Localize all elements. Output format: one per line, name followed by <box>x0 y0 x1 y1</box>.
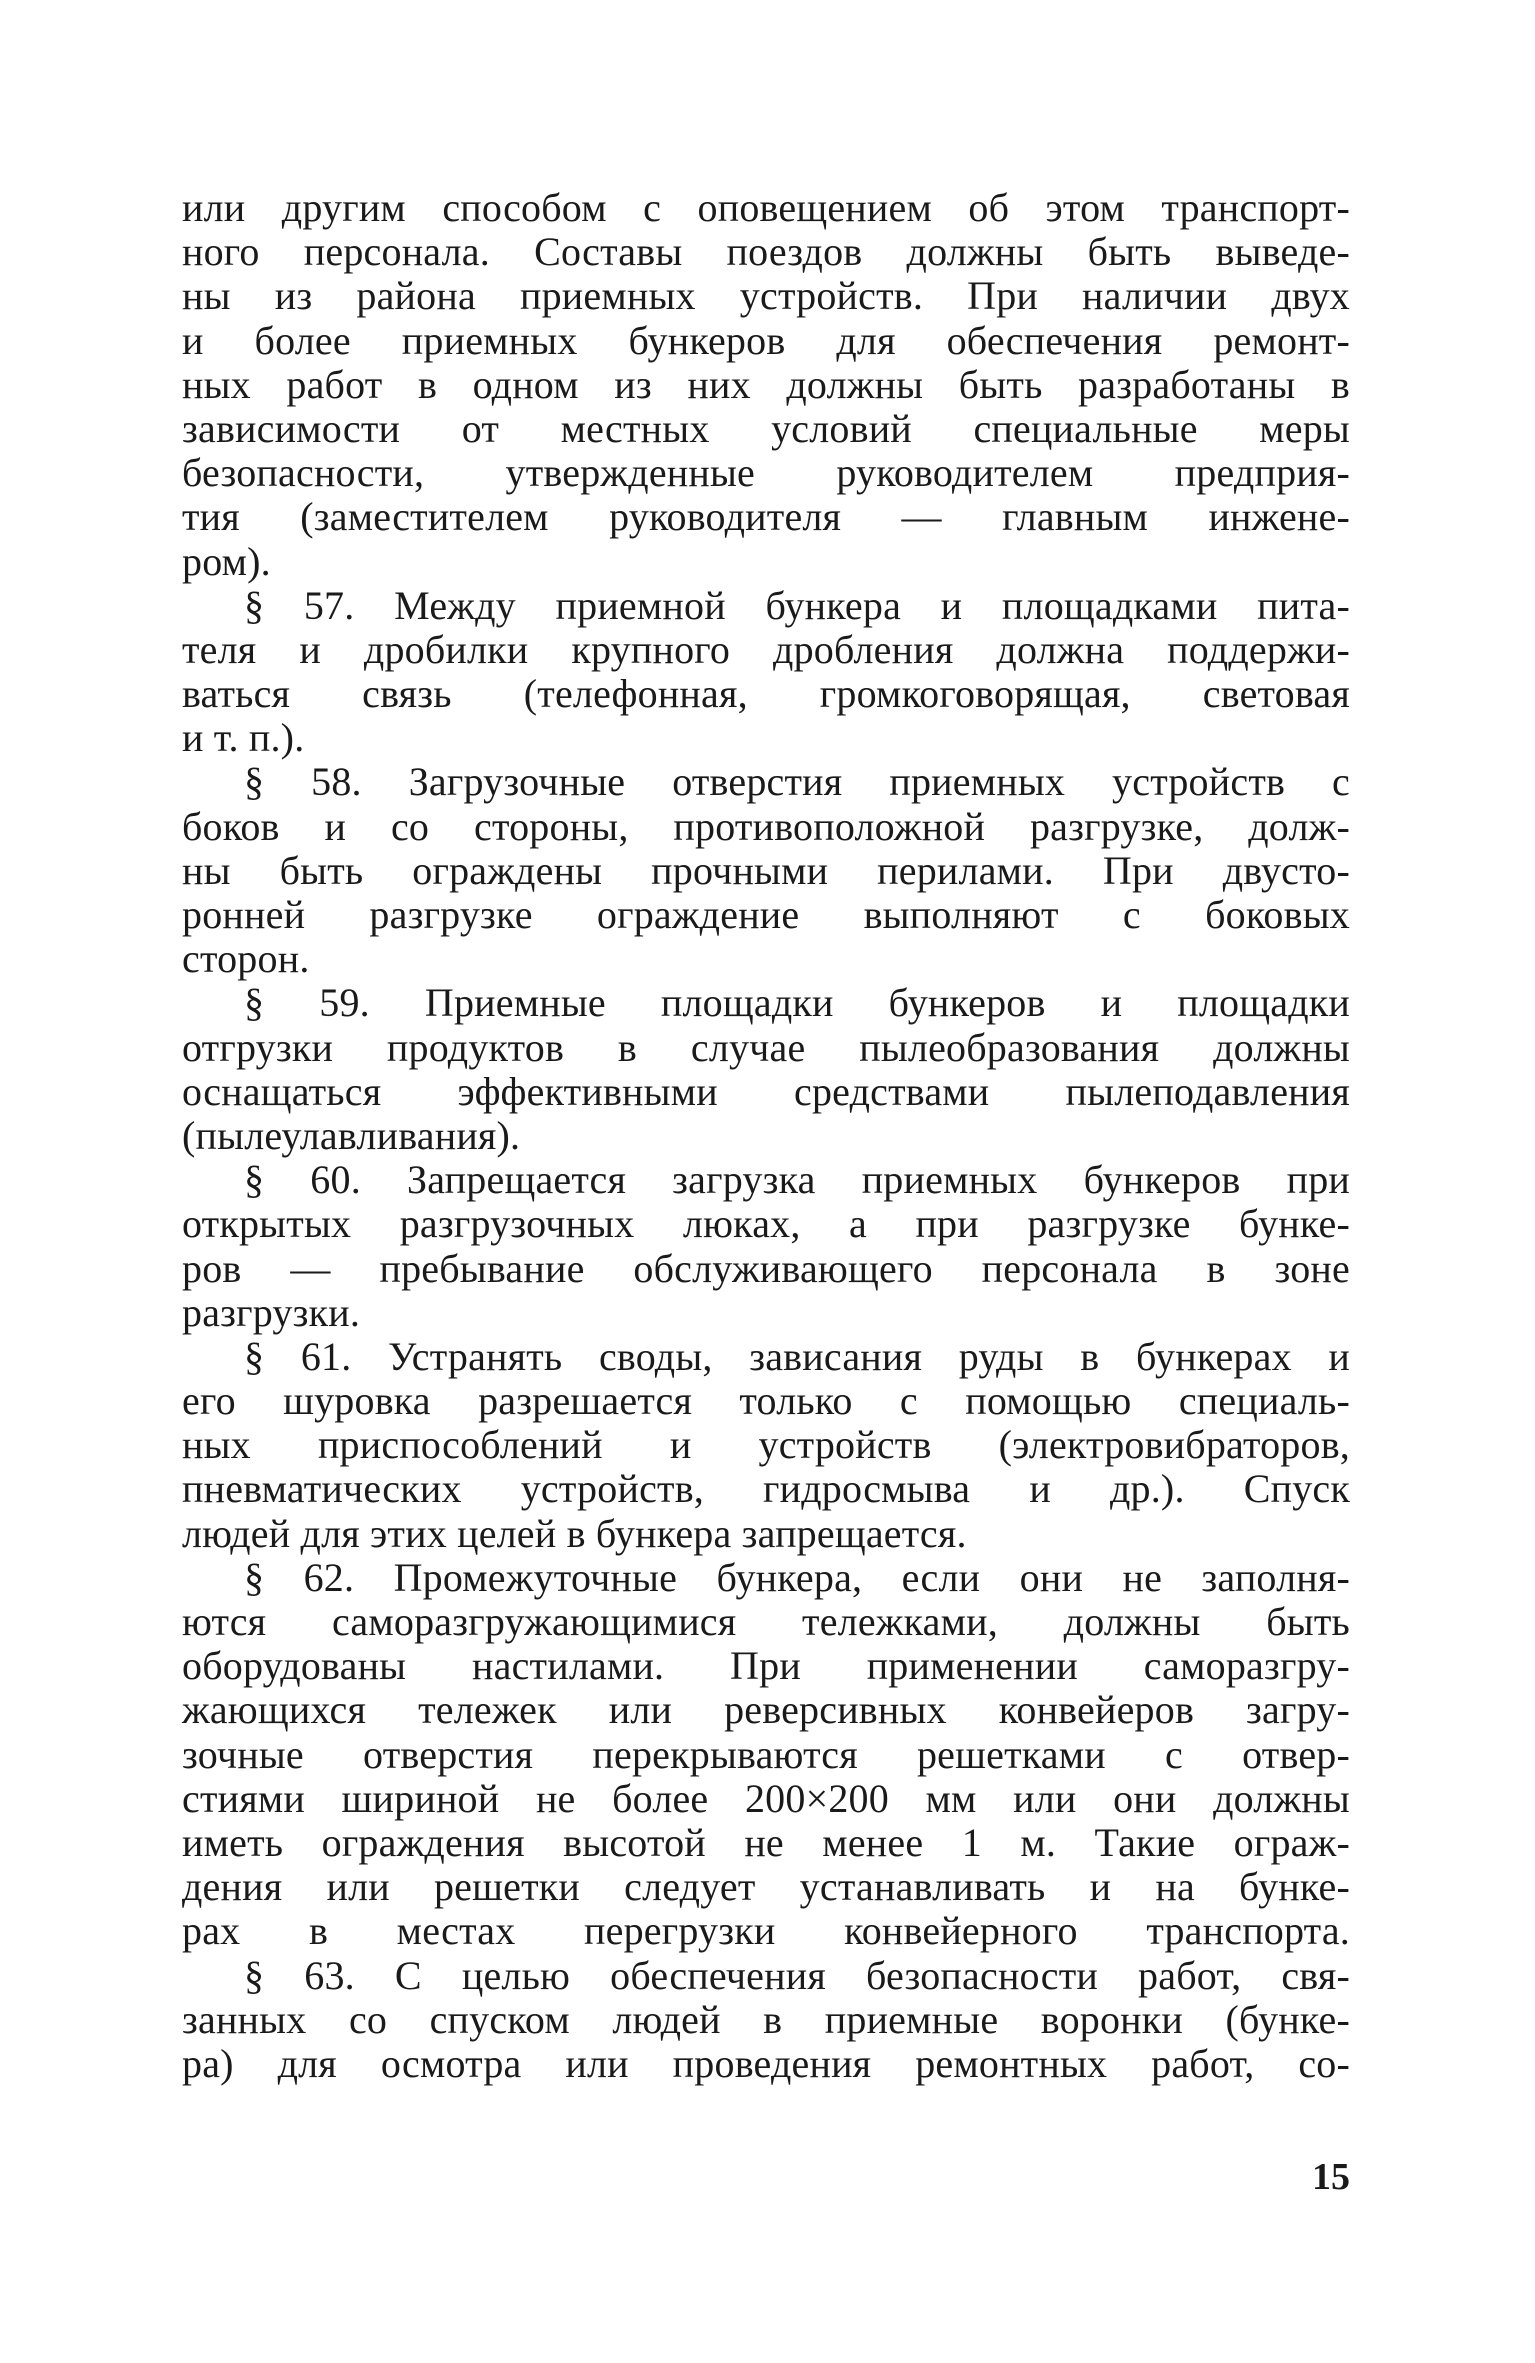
text-line: сторон. <box>182 936 310 982</box>
text-line: ются саморазгружающимися тележками, должны быть <box>182 1599 1350 1644</box>
text-line: оборудованы настилами. При применении саморазгру- <box>182 1643 1350 1689</box>
text-line: зависимости от местных условий специальные меры <box>182 405 1350 451</box>
section-62-line: § 62. Промежуточные бункера, если они не заполня- <box>244 1554 1350 1600</box>
text-line: и более приемных бункеров для обеспечения ремонт- <box>182 317 1350 363</box>
text-line: отгрузки продуктов в случае пылеобразования должны <box>182 1024 1350 1070</box>
text-line: занных со спуском людей в приемные воронки (бунке- <box>182 1996 1350 2042</box>
text-line: открытых разгрузочных люках, а при разгрузке бунке- <box>182 1201 1350 1247</box>
text-line: тия (заместителем руководителя — главным инжене- <box>182 494 1350 540</box>
text-line: и т. п.). <box>182 715 305 761</box>
text-line: ны быть ограждены прочными перилами. При двусто- <box>182 847 1350 893</box>
section-57-line: § 57. Между приемной бункера и площадками пита- <box>244 582 1350 628</box>
text-line: ных работ в одном из них должны быть разработаны в <box>182 361 1350 407</box>
text-line: его шуровка разрешается только с помощью специаль- <box>182 1378 1350 1424</box>
text-line: (пылеулавливания). <box>182 1112 521 1158</box>
text-line: ного персонала. Составы поездов должны быть выведе- <box>182 229 1350 275</box>
section-58-line: § 58. Загрузочные отверстия приемных устройств с <box>244 759 1350 805</box>
section-61-line: § 61. Устранять своды, зависания руды в бункерах и <box>244 1333 1350 1379</box>
text-line: или другим способом с оповещением об этом транспорт- <box>182 185 1350 230</box>
text-line: людей для этих целей в бункера запрещается. <box>182 1510 967 1556</box>
text-line: дения или решетки следует устанавливать и на бунке- <box>182 1864 1350 1910</box>
text-line: пневматических устройств, гидросмыва и др.). Спуск <box>182 1466 1350 1512</box>
text-line: боков и со стороны, противоположной разгрузке, долж- <box>182 803 1350 849</box>
text-line: безопасности, утвержденные руководителем предприя- <box>182 450 1350 496</box>
text-line: оснащаться эффективными средствами пылеподавления <box>182 1068 1350 1114</box>
text-line: иметь ограждения высотой не менее 1 м. Такие ограж- <box>182 1819 1350 1865</box>
page-number: 15 <box>1312 2156 1350 2198</box>
text-line: зочные отверстия перекрываются решетками с отвер- <box>182 1731 1350 1777</box>
text-line: ра) для осмотра или проведения ремонтных работ, со- <box>182 2040 1350 2086</box>
text-line: жающихся тележек или реверсивных конвейеров загру- <box>182 1687 1350 1733</box>
text-line: ронней разгрузке ограждение выполняют с боковых <box>182 892 1350 937</box>
section-60-line: § 60. Запрещается загрузка приемных бункеров при <box>244 1157 1350 1203</box>
text-line: ных приспособлений и устройств (электровибраторов, <box>182 1422 1350 1468</box>
text-line: стиями шириной не более 200×200 мм или они должны <box>182 1775 1350 1821</box>
section-59-line: § 59. Приемные площадки бункеров и площадки <box>244 980 1350 1026</box>
text-line: рах в местах перегрузки конвейерного транспорта. <box>182 1908 1350 1954</box>
text-line: ром). <box>182 538 271 584</box>
text-line: разгрузки. <box>182 1289 361 1335</box>
text-line: ваться связь (телефонная, громкоговорящая, световая <box>182 671 1350 717</box>
section-63-line: § 63. С целью обеспечения безопасности работ, свя- <box>244 1952 1350 1998</box>
page-text <box>182 186 1350 2086</box>
text-line: теля и дробилки крупного дробления должна поддержи- <box>182 626 1350 672</box>
text-line: ров — пребывание обслуживающего персонала в зоне <box>182 1245 1350 1291</box>
text-line: ны из района приемных устройств. При наличии двух <box>182 273 1350 319</box>
